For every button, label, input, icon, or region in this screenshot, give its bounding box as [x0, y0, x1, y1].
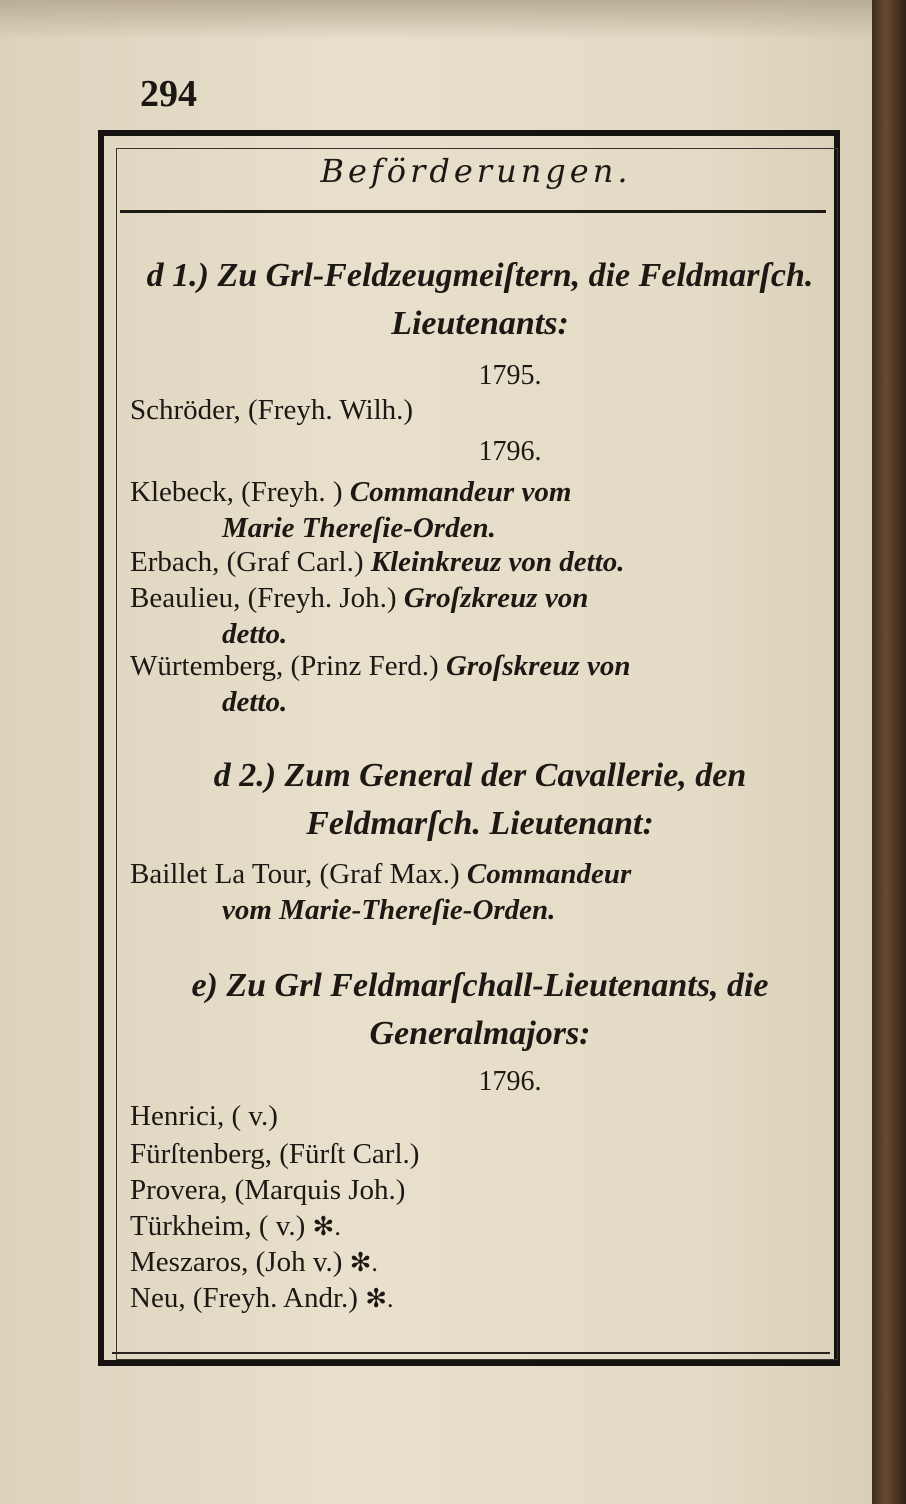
entry-name: Würtemberg, (Prinz Ferd.) [130, 650, 439, 682]
entry-name: Klebeck, (Freyh. ) [130, 476, 343, 508]
list-item [130, 1172, 826, 1208]
list-item [130, 1098, 826, 1134]
head-rule [120, 210, 826, 213]
section-heading-d1: d 1.) Zu Grl-Feldzeugmeiſtern, die Feldmarſch. Lieutenants: [146, 257, 814, 342]
running-head: Beförderungen. [320, 152, 632, 190]
entry-note: Groſskreuz von [445, 650, 631, 682]
entry-name: Henrici, ( v.) [130, 1100, 278, 1132]
entry-name: Türkheim, ( v.) [130, 1210, 306, 1242]
entry-name: Erbach, (Graf Carl.) [130, 546, 364, 578]
list-item [130, 1244, 826, 1281]
entry-name: Beaulieu, (Freyh. Joh.) [130, 582, 397, 614]
year-label: 1795. [478, 360, 542, 391]
asterisk-mark: ✻. [312, 1212, 341, 1241]
entry-name: Schröder, (Freyh. Wilh.) [130, 394, 414, 426]
list-item [130, 648, 826, 720]
entry-name: Baillet La Tour, (Graf Max.) [130, 858, 460, 890]
list-item [130, 474, 826, 546]
entry-name: Neu, (Freyh. Andr.) [130, 1282, 358, 1314]
section-heading-e: e) Zu Grl Feldmarſchall-Lieutenants, die Generalmajors: [191, 967, 769, 1052]
entry-continuation: detto. [222, 618, 288, 650]
list-item [130, 1208, 826, 1245]
entry-continuation: detto. [222, 686, 288, 718]
list-item [130, 1136, 826, 1172]
entry-note: Kleinkreuz von detto. [370, 546, 625, 578]
list-item [130, 1280, 826, 1317]
entry-name: Meszaros, (Joh v.) [130, 1246, 343, 1278]
page-number: 294 [140, 73, 197, 115]
page-shadow [0, 0, 872, 40]
list-item [130, 580, 826, 652]
asterisk-mark: ✻. [349, 1248, 378, 1277]
list-item [130, 856, 826, 928]
year-label: 1796. [478, 436, 542, 467]
list-item [130, 544, 826, 580]
year-label: 1796. [478, 1066, 542, 1097]
entry-continuation: Marie Thereſie-Orden. [222, 512, 496, 544]
entry-note: Commandeur [466, 858, 632, 890]
book-spine [872, 0, 906, 1504]
bottom-rule [112, 1352, 830, 1354]
list-item [130, 392, 826, 428]
entry-name: Fürſtenberg, (Fürſt Carl.) [130, 1138, 420, 1170]
section-heading-d2: d 2.) Zum General der Cavallerie, den Feldmarſch. Lieutenant: [213, 757, 747, 842]
entry-name: Provera, (Marquis Joh.) [130, 1174, 406, 1206]
asterisk-mark: ✻. [365, 1284, 394, 1313]
entry-continuation: vom Marie-Thereſie-Orden. [222, 894, 556, 926]
entry-note: Commandeur vom [349, 476, 572, 508]
entry-note: Groſzkreuz von [403, 582, 589, 614]
